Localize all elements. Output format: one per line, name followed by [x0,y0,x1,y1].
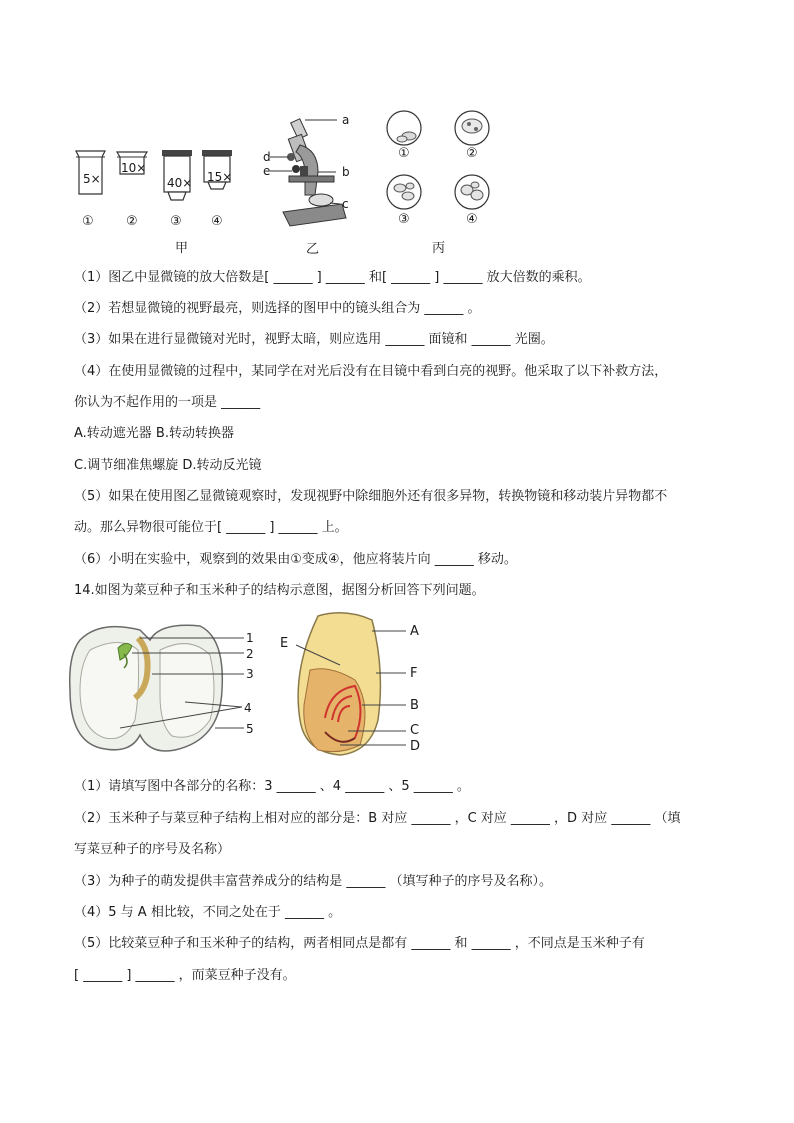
q13-part5-line1: （5）如果在使用图乙显微镜观察时，发现视野中除细胞外还有很多异物，转换物镜和移动装片异物都不 [74,489,668,504]
figure-seeds [0,610,794,760]
q14-title: 14.如图为菜豆种子和玉米种子的结构示意图，据图分析回答下列问题。 [74,583,485,598]
view-2-icon [455,111,489,145]
corn-label-E: E [280,636,289,651]
q13-option-cd: C.调节细准焦螺旋 D.转动反光镜 [74,458,262,473]
view-1-icon [387,111,421,145]
micro-label-a: a [342,113,350,127]
q13-part2: （2）若想显微镜的视野最亮，则选择的图甲中的镜头组合为 ______ 。 [74,301,481,316]
q13-part5-line2: 动。那么异物很可能位于[ ______ ] ______ 上。 [74,520,348,535]
corn-label-D: D [410,739,421,754]
lens-num-1: ① [82,214,94,229]
q14-part2-line2: 写菜豆种子的序号及名称） [74,842,231,857]
lens-num-4: ④ [211,214,223,229]
lens-1-label: 5× [83,172,101,186]
figure-microscope [0,100,794,260]
view-4-icon [455,175,489,209]
microscope-icon [270,119,346,226]
caption-jia: 甲 [175,241,189,256]
q14-part5-line1: （5）比较菜豆种子和玉米种子的结构，两者相同点是都有 ______ 和 ______ ，不同点是玉米种子有 [74,936,645,951]
q13-option-ab: A.转动遮光器 B.转动转换器 [74,426,234,441]
q14-part4: （4）5 与 A 相比较，不同之处在于 ______ 。 [74,905,342,920]
micro-label-b: b [342,165,350,179]
bean-label-4: 4 [244,701,252,715]
q14-part5-line2: [ ______ ] ______ ，而菜豆种子没有。 [74,968,296,983]
bean-label-2: 2 [246,647,254,661]
corn-label-F: F [410,666,418,681]
q14-part1: （1）请填写图中各部分的名称：3 ______ 、4 ______ 、5 ______ 。 [74,779,470,794]
micro-label-c: c [342,197,349,211]
bean-label-1: 1 [246,631,254,645]
view-num-4: ④ [466,212,478,227]
view-3-icon [387,175,421,209]
view-num-3: ③ [398,212,410,227]
lens-2-label: 10× [121,161,147,175]
q13-part3: （3）如果在进行显微镜对光时，视野太暗，则应选用 ______ 面镜和 ______ 光圈。 [74,332,554,347]
q13-part4-line2: 你认为不起作用的一项是 ______ [74,395,261,410]
bean-label-5: 5 [246,722,254,736]
view-num-1: ① [398,146,410,161]
q13-part6: （6）小明在实验中，观察到的效果由①变成④，他应将装片向 ______ 移动。 [74,552,517,567]
bean-label-3: 3 [246,667,254,681]
corn-seed-icon [296,613,406,755]
microscope-figure-svg [0,100,794,260]
corn-label-C: C [410,723,420,738]
lens-num-3: ③ [170,214,182,229]
caption-bing: 丙 [432,241,446,256]
corn-label-A: A [410,624,419,639]
q14-part3: （3）为种子的萌发提供丰富营养成分的结构是 ______ （填写种子的序号及名称）。 [74,874,553,889]
bean-seed-icon [70,625,244,751]
caption-yi: 乙 [306,242,320,257]
view-num-2: ② [466,146,478,161]
q13-part1: （1）图乙中显微镜的放大倍数是[ ______ ] ______ 和[ ______ ] ______ 放大倍数的乘积。 [74,270,591,285]
micro-label-d: d [263,150,271,164]
seeds-figure-svg [0,610,794,760]
lens-4-label: 15× [207,170,233,184]
lens-num-2: ② [126,214,138,229]
q14-part2-line1: （2）玉米种子与菜豆种子结构上相对应的部分是：B 对应 ______ ，C 对应 ______ ，D 对应 ______ （填 [74,811,681,826]
lens-3-label: 40× [167,176,193,190]
corn-label-B: B [410,698,419,713]
q13-part4-line1: （4）在使用显微镜的过程中，某同学在对光后没有在目镜中看到白亮的视野。他采取了以下补救方法， [74,364,668,379]
micro-label-e: e [263,164,271,178]
lens-3-icon [162,150,192,200]
